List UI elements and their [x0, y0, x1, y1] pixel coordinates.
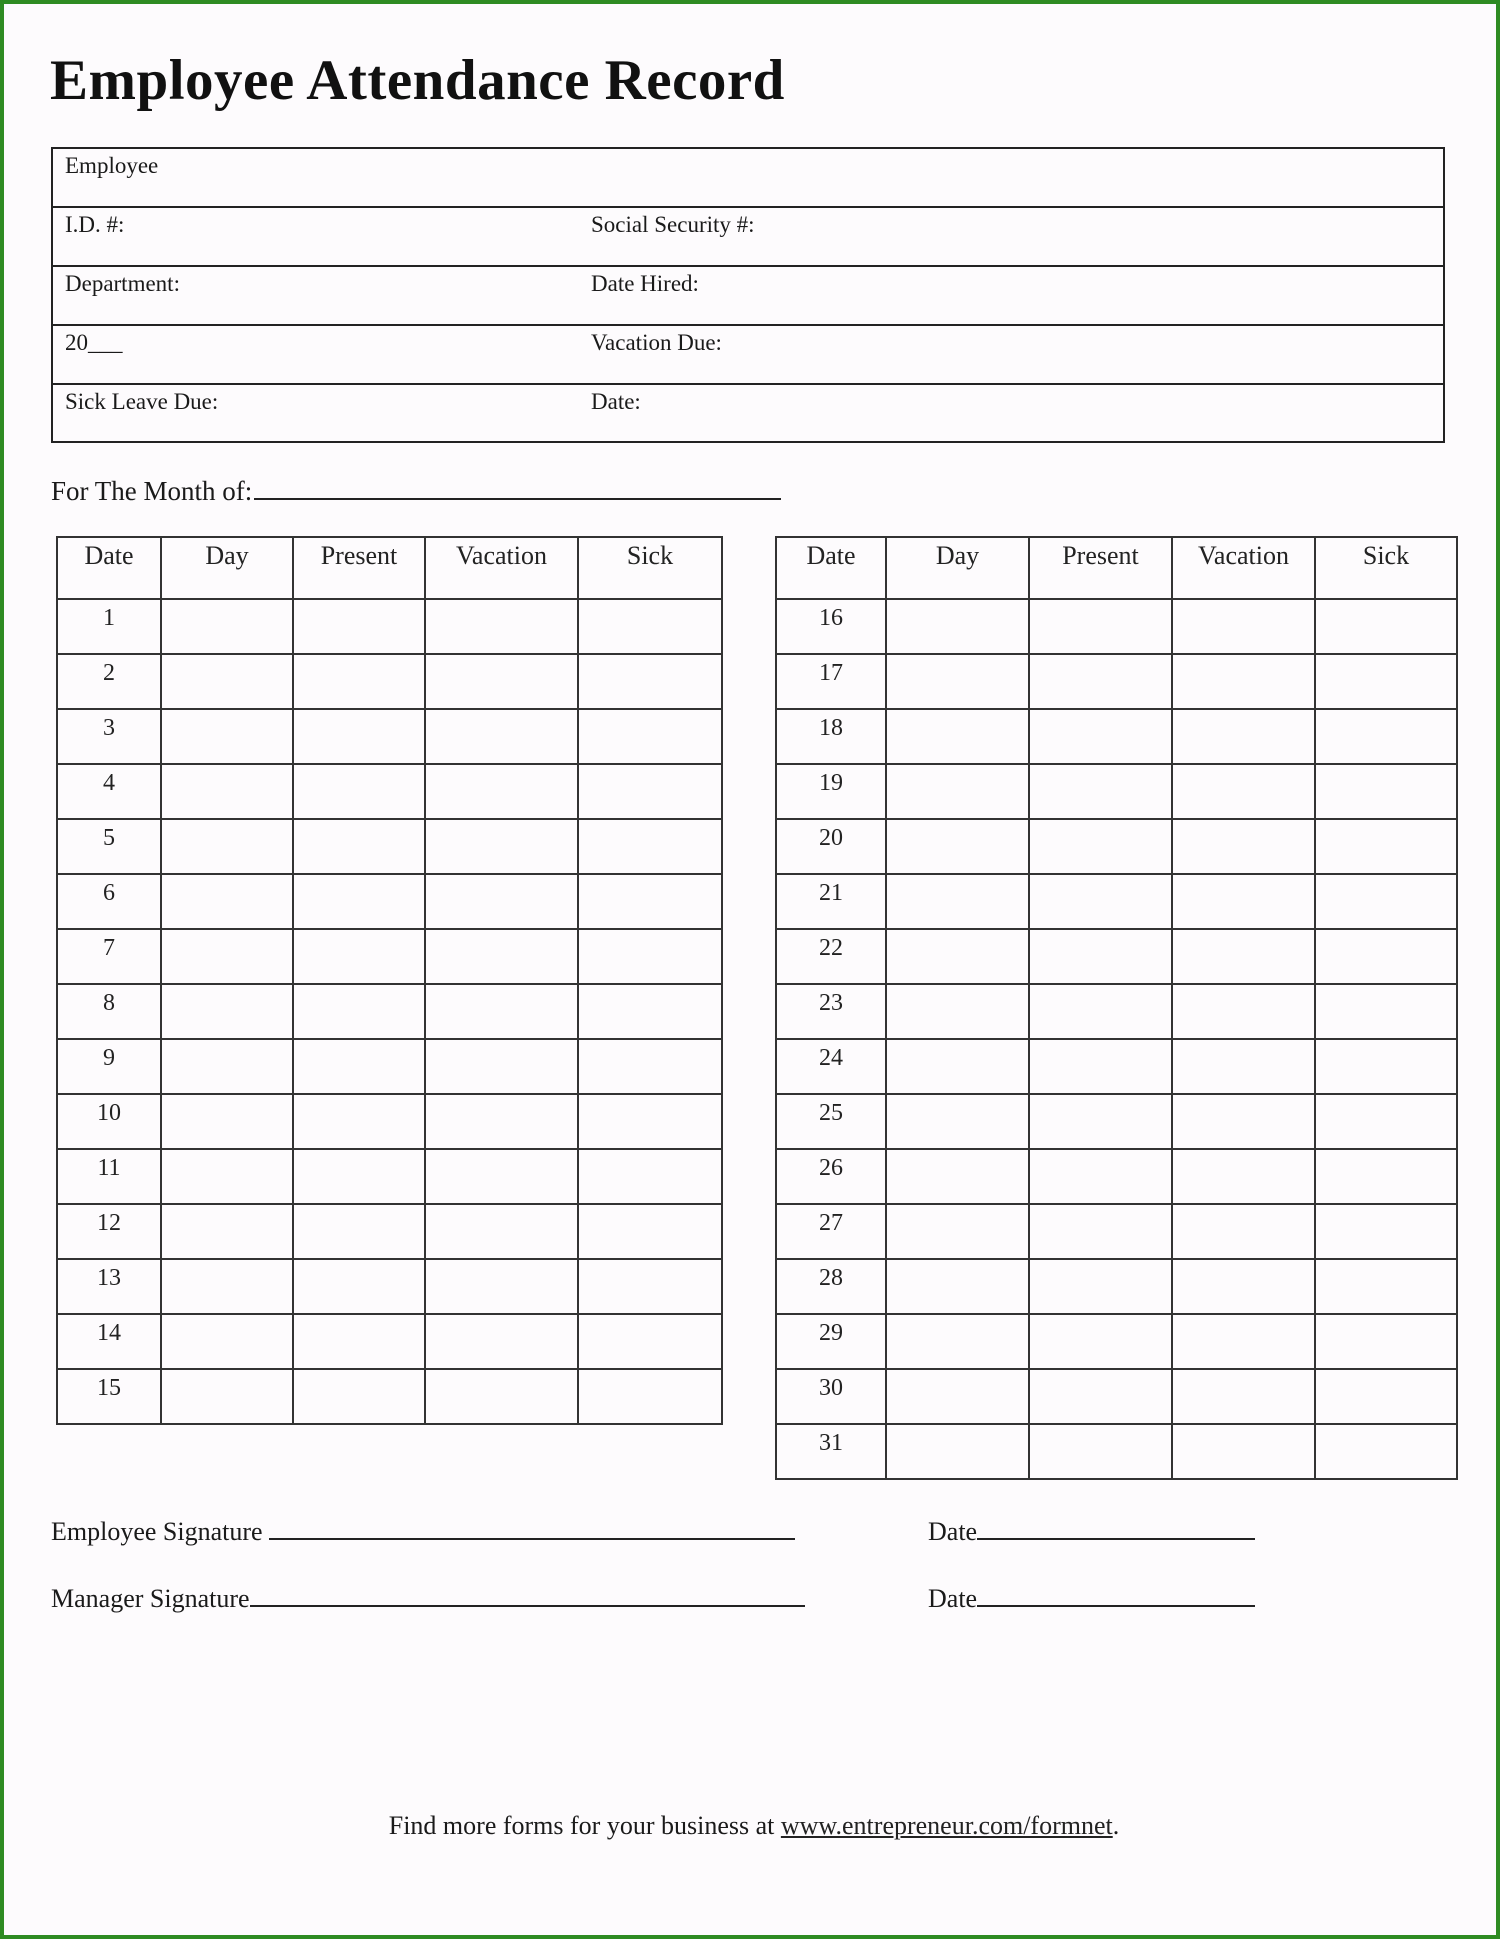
date-cell: 3 [57, 709, 161, 764]
date-cell: 8 [57, 984, 161, 1039]
sick-cell[interactable] [578, 764, 722, 819]
column-header-date: Date [776, 537, 886, 599]
sick-cell[interactable] [1315, 599, 1457, 654]
present-cell[interactable] [1029, 1204, 1172, 1259]
day-cell[interactable] [886, 1369, 1029, 1424]
present-cell[interactable] [293, 819, 425, 874]
present-cell[interactable] [1029, 1259, 1172, 1314]
day-cell[interactable] [886, 929, 1029, 984]
sick-cell[interactable] [578, 929, 722, 984]
date-cell: 26 [776, 1149, 886, 1204]
present-cell[interactable] [1029, 599, 1172, 654]
column-header-present: Present [1029, 537, 1172, 599]
day-cell[interactable] [886, 1039, 1029, 1094]
date-cell: 17 [776, 654, 886, 709]
table-row [776, 709, 1457, 764]
vacation-cell[interactable] [425, 929, 578, 984]
present-cell[interactable] [1029, 929, 1172, 984]
day-cell[interactable] [886, 1424, 1029, 1479]
sick-cell[interactable] [578, 1204, 722, 1259]
table-row [57, 654, 722, 709]
sick-cell[interactable] [1315, 984, 1457, 1039]
present-cell[interactable] [1029, 654, 1172, 709]
present-cell[interactable] [1029, 874, 1172, 929]
vacation-cell[interactable] [425, 1039, 578, 1094]
date-cell: 28 [776, 1259, 886, 1314]
sick-cell[interactable] [578, 819, 722, 874]
year-field-label: 20___ [65, 330, 123, 355]
day-cell[interactable] [886, 654, 1029, 709]
vacation-cell[interactable] [425, 709, 578, 764]
date-cell: 6 [57, 874, 161, 929]
table-row [57, 1369, 722, 1424]
date-cell: 13 [57, 1259, 161, 1314]
present-cell[interactable] [293, 929, 425, 984]
column-header-vacation: Vacation [1172, 537, 1315, 599]
vacation-cell[interactable] [425, 984, 578, 1039]
table-header-row [776, 537, 1457, 599]
date-cell: 23 [776, 984, 886, 1039]
table-row [776, 1204, 1457, 1259]
sick-cell[interactable] [1315, 1424, 1457, 1479]
column-header-day: Day [886, 537, 1029, 599]
present-cell[interactable] [1029, 1149, 1172, 1204]
table-row [57, 874, 722, 929]
date-cell: 5 [57, 819, 161, 874]
sick-cell[interactable] [578, 1094, 722, 1149]
present-cell[interactable] [293, 1149, 425, 1204]
present-cell[interactable] [293, 1314, 425, 1369]
sick-cell[interactable] [578, 984, 722, 1039]
sick-cell[interactable] [1315, 764, 1457, 819]
table-header-row [57, 537, 722, 599]
vacation-cell[interactable] [1172, 599, 1315, 654]
table-row [776, 1314, 1457, 1369]
footer-note [4, 1811, 1500, 1841]
table-row [57, 1149, 722, 1204]
attendance-table-left [56, 536, 723, 1425]
info-row-department [53, 267, 1443, 326]
date-cell: 10 [57, 1094, 161, 1149]
date-cell: 12 [57, 1204, 161, 1259]
present-cell[interactable] [1029, 1314, 1172, 1369]
present-cell[interactable] [1029, 764, 1172, 819]
vacation-cell[interactable] [425, 1094, 578, 1149]
table-row [776, 874, 1457, 929]
manager-signature-label: Manager Signature [51, 1584, 250, 1613]
vacation-cell[interactable] [1172, 654, 1315, 709]
footer-link[interactable]: www.entrepreneur.com/formnet [780, 1811, 1113, 1840]
day-cell[interactable] [886, 984, 1029, 1039]
present-cell[interactable] [1029, 819, 1172, 874]
date-cell: 7 [57, 929, 161, 984]
sick-cell[interactable] [578, 874, 722, 929]
date-cell: 29 [776, 1314, 886, 1369]
manager-signature-date-field [928, 1579, 1255, 1614]
table-row [57, 819, 722, 874]
vacation-cell[interactable] [1172, 764, 1315, 819]
sick-cell[interactable] [1315, 1259, 1457, 1314]
table-row [57, 599, 722, 654]
column-header-sick: Sick [578, 537, 722, 599]
sick-cell[interactable] [578, 599, 722, 654]
table-row [776, 1039, 1457, 1094]
vacation-cell[interactable] [1172, 874, 1315, 929]
day-cell[interactable] [886, 1204, 1029, 1259]
day-cell[interactable] [161, 654, 293, 709]
present-cell[interactable] [1029, 984, 1172, 1039]
footer-text: Find more forms for your business at [388, 1811, 781, 1840]
date-cell: 25 [776, 1094, 886, 1149]
employee-signature-field [51, 1512, 795, 1547]
footer-period: . [1112, 1811, 1120, 1840]
day-cell[interactable] [886, 1094, 1029, 1149]
day-cell[interactable] [161, 764, 293, 819]
day-cell[interactable] [161, 709, 293, 764]
present-cell[interactable] [293, 764, 425, 819]
day-cell[interactable] [886, 819, 1029, 874]
column-header-present: Present [293, 537, 425, 599]
present-cell[interactable] [293, 1204, 425, 1259]
date-cell: 9 [57, 1039, 161, 1094]
sick-cell[interactable] [1315, 1369, 1457, 1424]
present-cell[interactable] [1029, 1424, 1172, 1479]
info-row-employee [53, 149, 1443, 208]
day-cell[interactable] [161, 1039, 293, 1094]
present-cell[interactable] [293, 1094, 425, 1149]
vacation-cell[interactable] [425, 1314, 578, 1369]
date-label: Date [928, 1517, 978, 1546]
table-row [776, 1424, 1457, 1479]
day-cell[interactable] [886, 764, 1029, 819]
table-row [57, 1314, 722, 1369]
vacation-cell[interactable] [1172, 1149, 1315, 1204]
sick-cell[interactable] [578, 1259, 722, 1314]
vacation-cell[interactable] [1172, 929, 1315, 984]
table-row [57, 1094, 722, 1149]
present-cell[interactable] [293, 709, 425, 764]
day-cell[interactable] [161, 1369, 293, 1424]
day-cell[interactable] [886, 599, 1029, 654]
table-row [776, 1149, 1457, 1204]
vacation-cell[interactable] [1172, 709, 1315, 764]
table-row [57, 1259, 722, 1314]
table-row [57, 1039, 722, 1094]
day-cell[interactable] [161, 1259, 293, 1314]
vacation-cell[interactable] [1172, 1369, 1315, 1424]
vacation-cell[interactable] [425, 599, 578, 654]
day-cell[interactable] [886, 1259, 1029, 1314]
vacation-cell[interactable] [425, 654, 578, 709]
day-cell[interactable] [161, 599, 293, 654]
vacation-cell[interactable] [1172, 1424, 1315, 1479]
vacation-cell[interactable] [1172, 1039, 1315, 1094]
sick-cell[interactable] [578, 654, 722, 709]
vacation-cell[interactable] [1172, 1094, 1315, 1149]
info-row-sick-leave [53, 385, 1443, 443]
attendance-table-right [775, 536, 1458, 1480]
vacation-cell[interactable] [1172, 1314, 1315, 1369]
table-row [57, 984, 722, 1039]
column-header-day: Day [161, 537, 293, 599]
column-header-vacation: Vacation [425, 537, 578, 599]
date-cell: 21 [776, 874, 886, 929]
employee-signature-date-field [928, 1512, 1255, 1547]
sick-cell[interactable] [578, 1039, 722, 1094]
table-row [57, 709, 722, 764]
table-row [776, 654, 1457, 709]
present-cell[interactable] [293, 874, 425, 929]
employee-signature-label: Employee Signature [51, 1517, 263, 1546]
sick-cell[interactable] [1315, 1314, 1457, 1369]
date-cell: 2 [57, 654, 161, 709]
employee-info-box [51, 147, 1445, 443]
date-cell: 20 [776, 819, 886, 874]
sick-cell[interactable] [1315, 1039, 1457, 1094]
date-cell: 27 [776, 1204, 886, 1259]
ssn-field-label: Social Security #: [591, 212, 755, 237]
day-cell[interactable] [161, 1314, 293, 1369]
sick-cell[interactable] [1315, 654, 1457, 709]
present-cell[interactable] [293, 984, 425, 1039]
table-row [776, 929, 1457, 984]
date-cell: 15 [57, 1369, 161, 1424]
employee-signature-line[interactable] [269, 1512, 795, 1540]
date-cell: 16 [776, 599, 886, 654]
vacation-cell[interactable] [1172, 1204, 1315, 1259]
info-row-year [53, 326, 1443, 385]
table-row [776, 819, 1457, 874]
employee-field-label: Employee [65, 153, 159, 178]
present-cell[interactable] [293, 1369, 425, 1424]
manager-signature-field [51, 1579, 805, 1614]
day-cell[interactable] [161, 984, 293, 1039]
vacation-cell[interactable] [425, 764, 578, 819]
sick-cell[interactable] [1315, 929, 1457, 984]
date-cell: 30 [776, 1369, 886, 1424]
vacation-cell[interactable] [425, 874, 578, 929]
sick-cell[interactable] [1315, 1094, 1457, 1149]
sick-cell[interactable] [578, 709, 722, 764]
sick-cell[interactable] [1315, 874, 1457, 929]
table-row [776, 1094, 1457, 1149]
vacation-cell[interactable] [1172, 1259, 1315, 1314]
month-field [51, 470, 781, 507]
sick-leave-due-field-label: Sick Leave Due: [65, 389, 219, 414]
present-cell[interactable] [293, 1039, 425, 1094]
month-field-label: For The Month of: [51, 476, 253, 506]
table-row [776, 1369, 1457, 1424]
month-input-line[interactable] [254, 470, 781, 500]
manager-signature-line[interactable] [250, 1579, 805, 1607]
day-cell[interactable] [886, 1149, 1029, 1204]
date-cell: 19 [776, 764, 886, 819]
date-cell: 4 [57, 764, 161, 819]
manager-signature-date-line[interactable] [977, 1579, 1255, 1607]
vacation-cell[interactable] [425, 1204, 578, 1259]
day-cell[interactable] [886, 709, 1029, 764]
vacation-cell[interactable] [425, 1369, 578, 1424]
present-cell[interactable] [293, 599, 425, 654]
vacation-cell[interactable] [425, 1259, 578, 1314]
sick-cell[interactable] [1315, 709, 1457, 764]
date-cell: 24 [776, 1039, 886, 1094]
date-cell: 1 [57, 599, 161, 654]
day-cell[interactable] [886, 874, 1029, 929]
day-cell[interactable] [161, 1204, 293, 1259]
table-row [57, 1204, 722, 1259]
id-field-label: I.D. #: [65, 212, 125, 237]
employee-signature-date-line[interactable] [977, 1512, 1255, 1540]
sick-cell[interactable] [578, 1314, 722, 1369]
vacation-cell[interactable] [425, 1149, 578, 1204]
date-label: Date [928, 1584, 978, 1613]
date-cell: 18 [776, 709, 886, 764]
date-cell: 22 [776, 929, 886, 984]
sick-cell[interactable] [1315, 819, 1457, 874]
sick-cell[interactable] [1315, 1149, 1457, 1204]
date-cell: 11 [57, 1149, 161, 1204]
present-cell[interactable] [1029, 1039, 1172, 1094]
column-header-sick: Sick [1315, 537, 1457, 599]
day-cell[interactable] [161, 874, 293, 929]
day-cell[interactable] [161, 1094, 293, 1149]
date-hired-field-label: Date Hired: [591, 271, 699, 296]
present-cell[interactable] [293, 1259, 425, 1314]
table-row [776, 764, 1457, 819]
date-cell: 31 [776, 1424, 886, 1479]
table-row [57, 764, 722, 819]
present-cell[interactable] [1029, 1369, 1172, 1424]
column-header-date: Date [57, 537, 161, 599]
present-cell[interactable] [1029, 1094, 1172, 1149]
sick-cell[interactable] [1315, 1204, 1457, 1259]
present-cell[interactable] [293, 654, 425, 709]
day-cell[interactable] [161, 1149, 293, 1204]
page-title: Employee Attendance Record [50, 49, 785, 112]
date-field-label: Date: [591, 389, 641, 414]
vacation-cell[interactable] [1172, 819, 1315, 874]
department-field-label: Department: [65, 271, 180, 296]
vacation-cell[interactable] [1172, 984, 1315, 1039]
sick-cell[interactable] [578, 1369, 722, 1424]
date-cell: 14 [57, 1314, 161, 1369]
table-row [57, 929, 722, 984]
day-cell[interactable] [161, 929, 293, 984]
sick-cell[interactable] [578, 1149, 722, 1204]
present-cell[interactable] [1029, 709, 1172, 764]
day-cell[interactable] [886, 1314, 1029, 1369]
table-row [776, 984, 1457, 1039]
table-row [776, 599, 1457, 654]
day-cell[interactable] [161, 819, 293, 874]
info-row-id [53, 208, 1443, 267]
vacation-cell[interactable] [425, 819, 578, 874]
vacation-due-field-label: Vacation Due: [591, 330, 722, 355]
table-row [776, 1259, 1457, 1314]
